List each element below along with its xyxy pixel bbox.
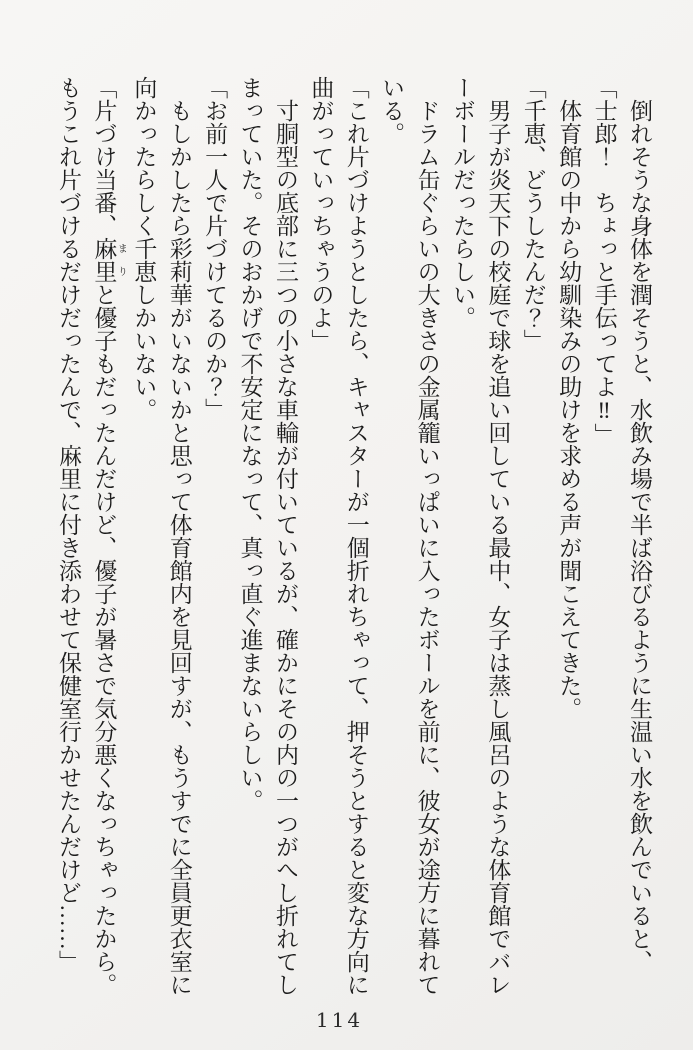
paragraph: 寸胴型の底部に三つの小さな車輪が付いているが、確かにその内の一つがへし折れてしまっていた。そのおかげで不安定になって、真っ直ぐ進まないらしい。: [237, 76, 298, 996]
paragraph: 男子が炎天下の校庭で球を追い回している最中、女子は蒸し風呂のような体育館でバレーボールだったらしい。: [449, 76, 511, 996]
paragraph: 体育館の中から幼馴染みの助けを求める声が聞こえてきた。: [556, 99, 582, 720]
paragraph: 「お前一人で片づけてるのか？」: [202, 76, 228, 421]
paragraph: 「士郎！ ちょっと手伝ってよ‼」: [591, 76, 617, 446]
paragraph: ドラム缶ぐらいの大きさの金属籠いっぱいに入ったボールを前に、彼女が途方に暮れている。: [379, 76, 440, 996]
furigana-term: 麻里 まり: [91, 237, 127, 283]
paragraph: 「これ片づけようとしたら、キャスターが一個折れちゃって、押そうとすると変な方向に曲がっていっちゃうのよ」: [308, 76, 369, 996]
vertical-text-block: [51, 76, 657, 1001]
paragraph: 倒れそうな身体を潤そうと、水飲み場で半ば浴びるように生温い水を飲んでいると、: [627, 99, 652, 973]
paragraph: 「千恵、どうしたんだ？」: [520, 76, 546, 352]
paragraph: もしかしたら彩莉華がいないかと思って体育館内を見回すが、もうすでに全員更衣室に向かったらしく千恵しかいない。: [131, 76, 192, 996]
paragraph: 「片づけ当番、麻里 まりと優子もだったんだけど、優子が暑さで気分悪くなっちゃったから。もうこれ片づけるだけだったんで、麻里に付き添わせて保健室行かせたんだけど……」: [56, 76, 127, 996]
page-number: 114: [315, 1008, 364, 1032]
